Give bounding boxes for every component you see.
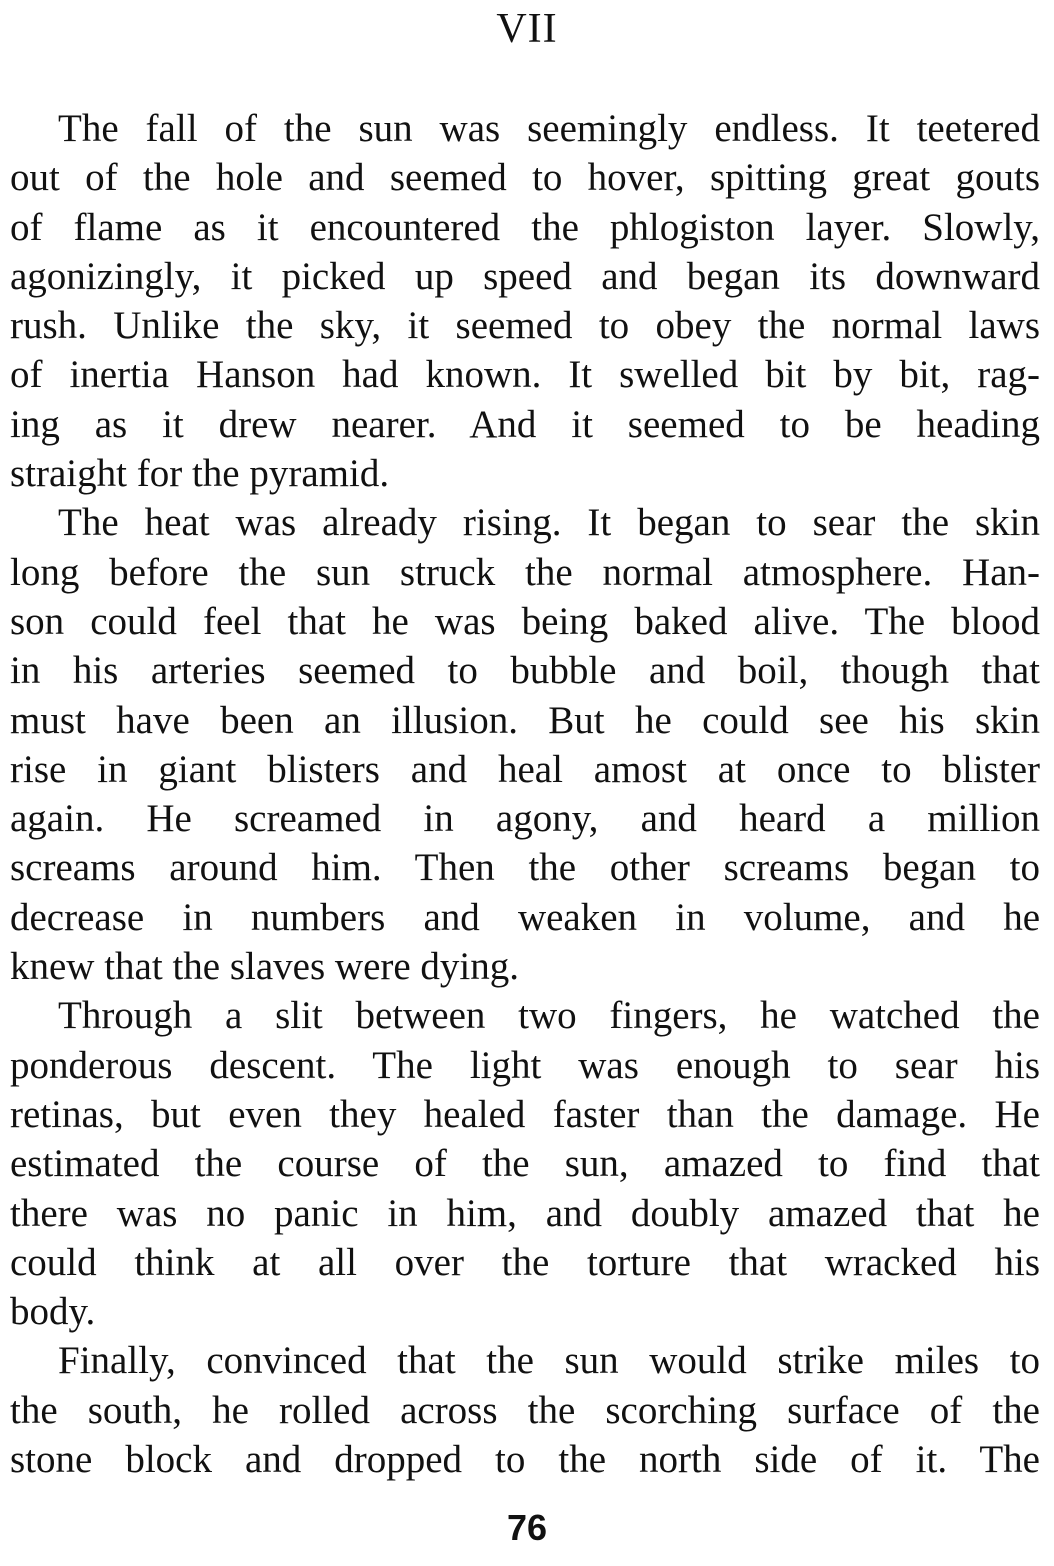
text-line: of flame as it encountered the phlogiston layer. Slowly, <box>10 205 1040 249</box>
text-line: must have been an illusion. But he could see his skin <box>10 698 1040 742</box>
text-line: ponderous descent. The light was enough to sear his <box>10 1043 1040 1087</box>
chapter-heading: VII <box>496 6 558 52</box>
text-line: rise in giant blisters and heal amost at once to blister <box>10 747 1040 791</box>
page-number: 76 <box>506 1507 548 1548</box>
paragraph <box>10 104 1040 498</box>
text-line: screams around him. Then the other screams began to <box>10 846 1040 890</box>
text-line: the south, he rolled across the scorching surface of the <box>10 1388 1040 1432</box>
text-line: knew that the slaves were dying. <box>10 945 520 989</box>
body-text <box>10 104 1040 1484</box>
text-line: Through a slit between two fingers, he watched the <box>58 994 1040 1038</box>
text-line: estimated the course of the sun, amazed to find that <box>10 1142 1040 1186</box>
text-line: could think at all over the torture that wracked his <box>10 1240 1040 1284</box>
text-line: son could feel that he was being baked alive. The blood <box>10 599 1040 643</box>
text-line: in his arteries seemed to bubble and boil, though that <box>10 649 1040 693</box>
text-line: stone block and dropped to the north side of it. The <box>10 1438 1040 1482</box>
paragraph <box>10 991 1040 1336</box>
paragraph <box>10 1336 1040 1484</box>
text-line: rush. Unlike the sky, it seemed to obey the normal laws <box>10 304 1040 348</box>
text-line: of inertia Hanson had known. It swelled bit by bit, rag- <box>10 353 1040 397</box>
text-line: body. <box>10 1290 96 1334</box>
text-line: out of the hole and seemed to hover, spitting great gouts <box>10 156 1040 200</box>
text-line: straight for the pyramid. <box>10 452 390 496</box>
text-line: retinas, but even they healed faster than the damage. He <box>10 1092 1040 1136</box>
text-line: agonizingly, it picked up speed and began its downward <box>10 254 1040 298</box>
text-line: there was no panic in him, and doubly amazed that he <box>10 1191 1040 1235</box>
text-line: The fall of the sun was seemingly endless. It teetered <box>58 107 1040 150</box>
text-line: long before the sun struck the normal atmosphere. Han- <box>10 550 1040 594</box>
text-line: ing as it drew nearer. And it seemed to be heading <box>10 402 1040 446</box>
text-line: Finally, convinced that the sun would strike miles to <box>58 1339 1040 1383</box>
text-line: again. He screamed in agony, and heard a million <box>10 797 1040 841</box>
text-line: The heat was already rising. It began to sear the skin <box>58 501 1040 545</box>
paragraph <box>10 498 1040 991</box>
text-line: decrease in numbers and weaken in volume, and he <box>10 895 1040 939</box>
